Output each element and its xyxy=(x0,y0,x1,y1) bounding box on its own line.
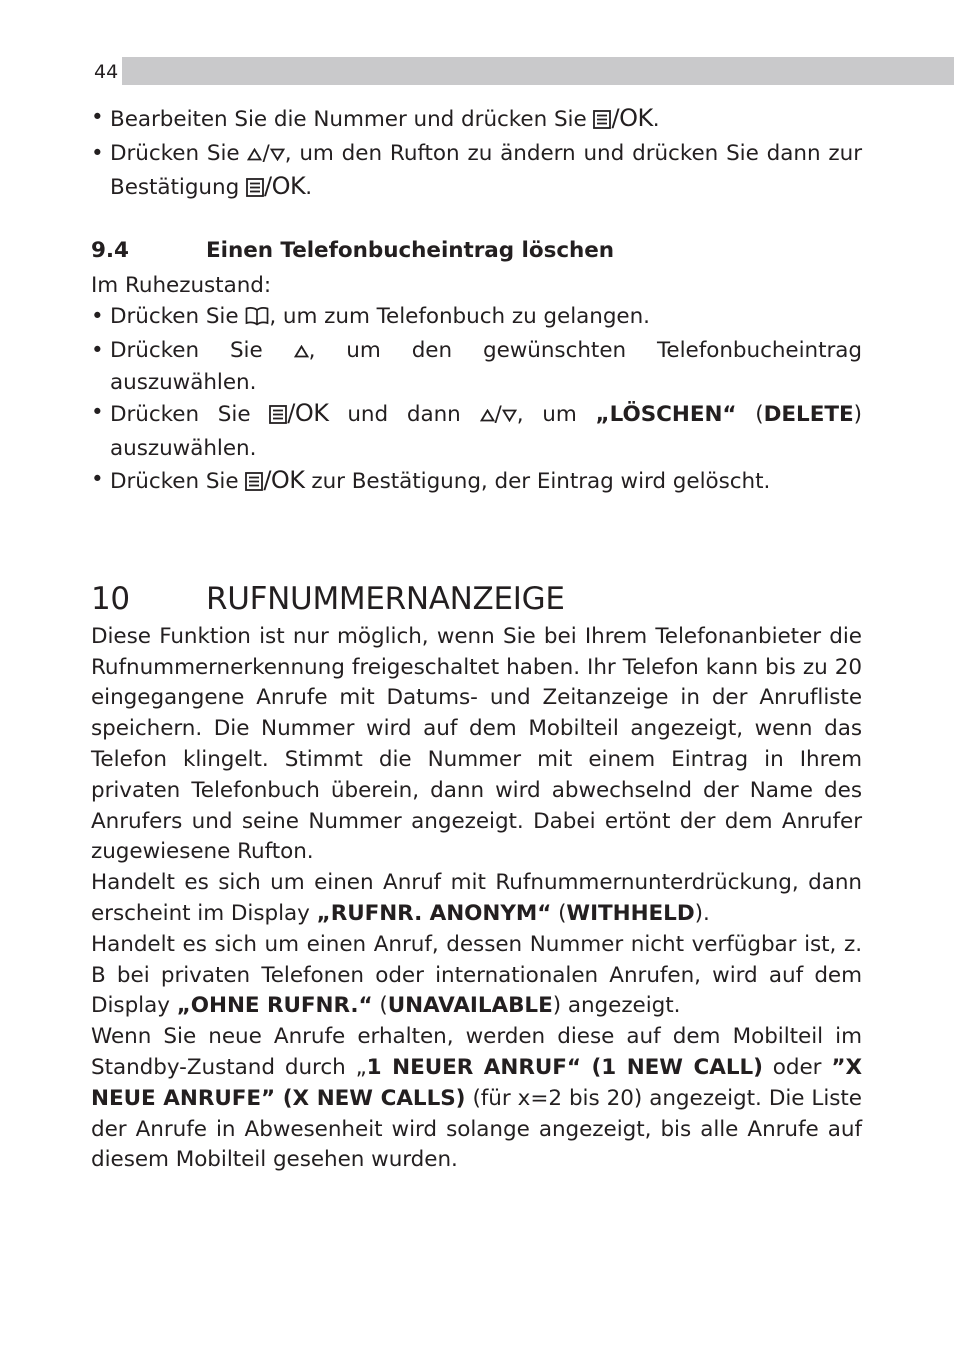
page-header-bar xyxy=(91,57,954,85)
page-number: 44 xyxy=(91,57,122,85)
page-content xyxy=(91,103,862,1176)
bullet-change-ringtone: • Drücken Sie / , um den Rufton zu ändern und drücken Sie dann zur Bestätigung /OK. xyxy=(91,139,862,207)
paragraph-withheld: Handelt es sich um einen Anruf mit Rufnummernunterdrückung, dann erscheint im Display „RUFNR. ANONYM“ (WITHHELD). xyxy=(91,870,862,926)
section-intro: Im Ruhezustand: xyxy=(91,273,272,299)
menu-icon xyxy=(245,470,263,501)
section-title: RUFNUMMERNANZEIGE xyxy=(206,580,565,617)
bullet-select-entry: • Drücken Sie , um den gewünschten Telefonbucheintrag auszuwählen. xyxy=(91,336,862,399)
ok-key-label: /OK xyxy=(263,171,306,200)
ok-key-label: /OK xyxy=(287,399,329,428)
down-triangle-icon xyxy=(270,140,285,171)
bullet-confirm-delete: • Drücken Sie /OK zur Bestätigung, der Eintrag wird gelöscht. xyxy=(91,465,862,501)
section-title: Einen Telefonbucheintrag löschen xyxy=(206,238,615,264)
section-heading-10 xyxy=(91,579,862,619)
down-triangle-icon xyxy=(502,401,517,432)
ok-key-label: /OK xyxy=(263,465,305,494)
bullet-select-delete: • Drücken Sie /OK und dann / , um „LÖSCHEN“ (DELETE) auszuwählen. xyxy=(91,398,862,465)
menu-icon xyxy=(269,403,287,434)
bullet-open-phonebook: • Drücken Sie , um zum Telefonbuch zu gelangen. xyxy=(91,302,862,336)
paragraph-new-calls: Wenn Sie neue Anrufe erhalten, werden diese auf dem Mobilteil im Standby-Zustand durch „1 NEUER ANRUF“ (1 NEW CALL) oder ”X NEUE ANRUFE” (X NEW CALLS) (für x=2 bis 20) angezeigt. Die Liste der Anrufe in Abwesenheit wird solange angezeigt, bis alle Anrufe auf diesem Mobilteil gesehen wurden. xyxy=(91,1024,862,1173)
menu-icon xyxy=(246,176,264,207)
up-triangle-icon xyxy=(294,337,309,368)
up-triangle-icon xyxy=(247,140,262,171)
section-number: 10 xyxy=(91,580,130,617)
paragraph-caller-id-intro: Diese Funktion ist nur möglich, wenn Sie bei Ihrem Telefonanbieter die Rufnummernerkennung freigeschaltet haben. Ihr Telefon kann bis zu 20 eingegangene Anrufe mit Datums- und Zeitanzeige in der Anrufliste speichern. Die Nummer wird auf dem Mobilteil angezeigt, wenn das Telefon klingelt. Stimmt die Nummer mit einem Eintrag in Ihrem privaten Telefonbuch überein, dann wird abwechselnd der Name des Anrufers und seine Nummer angezeigt. Dabei ertönt der dem Anrufer zugewiesene Rufton. xyxy=(91,623,862,865)
section-number: 9.4 xyxy=(91,238,129,264)
up-triangle-icon xyxy=(480,401,495,432)
paragraph-unavailable: Handelt es sich um einen Anruf, dessen Nummer nicht verfügbar ist, z. B bei privaten Telefonen oder internationalen Anrufen, wird auf dem Display „OHNE RUFNR.“ (UNAVAILABLE) angezeigt. xyxy=(91,931,862,1019)
bullet-edit-number: • Bearbeiten Sie die Nummer und drücken Sie /OK. xyxy=(91,103,862,139)
menu-icon xyxy=(593,108,611,139)
section-heading-9-4 xyxy=(91,236,862,267)
ok-key-label: /OK xyxy=(611,104,653,132)
phonebook-icon xyxy=(245,305,269,336)
